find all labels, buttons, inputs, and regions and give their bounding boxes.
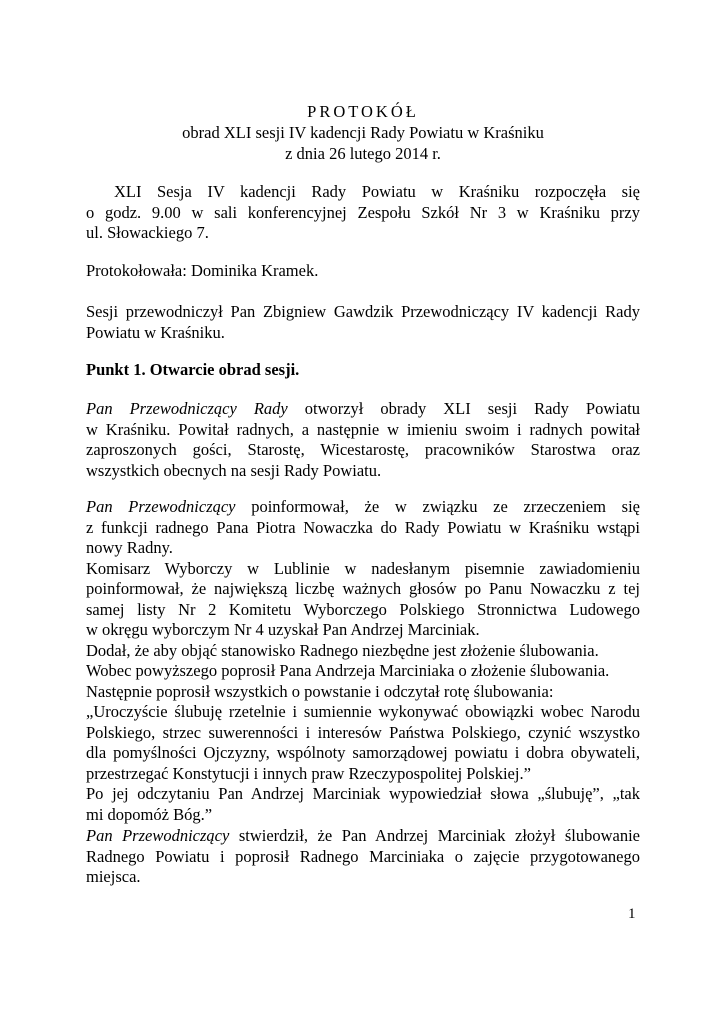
text-line: Komisarz Wyborczy w Lublinie w nadesłanym pisemnie zawiadomieniu <box>86 558 640 578</box>
opening-paragraph <box>86 399 640 481</box>
text-line: dla pomyślności Ojczyzny, wspólnoty samorządowej powiatu i dobra obywateli, <box>86 743 640 762</box>
text-line: w okręgu wyborczym Nr 4 uzyskał Pan Andrzej Marciniak. <box>86 620 480 639</box>
text-line: Radnego Powiatu i poprosił Radnego Marciniaka o zajęcie przygotowanego <box>86 846 640 866</box>
document-title: PROTOKÓŁ <box>307 102 419 121</box>
text-line: XLI Sesja IV kadencji Rady Powiatu w Kraśniku rozpoczęła się <box>114 182 640 201</box>
text-line: wszystkich obecnych na sesji Rady Powiatu. <box>86 460 382 480</box>
text-line: poinformował, że największą liczbę ważnych głosów po Panu Nowaczku z tej <box>86 579 640 598</box>
text-line: Wobec powyższego poprosił Pana Andrzeja Marciniaka o złożenie ślubowania. <box>86 661 610 680</box>
oath-paragraph <box>86 497 640 825</box>
intro-paragraph <box>86 182 640 244</box>
italic-lead: Pan Przewodniczący <box>86 826 230 845</box>
text-line: Powiatu w Kraśniku. <box>86 322 225 342</box>
recorder-line <box>86 261 640 282</box>
text-line: Pan Przewodniczący stwierdził, że Pan Andrzej Marciniak złożył ślubowanie <box>86 826 641 845</box>
section-heading <box>86 360 640 381</box>
italic-lead: Pan Przewodniczący Rady <box>86 399 288 418</box>
text-line: Protokołowała: Dominika Kramek. <box>86 261 319 280</box>
text-line: w Kraśniku. Powitał radnych, a następnie w imieniu swoim i radnych powitał <box>86 419 640 439</box>
text-line: zaproszonych gości, Starostę, Wicestarostę, pracowników Starostwa oraz <box>86 440 640 459</box>
text-line: przestrzegać Konstytucji i innych praw Rzeczypospolitej Polskiej.” <box>86 763 531 783</box>
text-line: samej listy Nr 2 Komitetu Wyborczego Polskiego Stronnictwa Ludowego <box>86 599 640 619</box>
text-line: „Uroczyście ślubuję rzetelnie i sumiennie wykonywać obowiązki wobec Narodu <box>86 702 640 721</box>
text-line: Pan Przewodniczący poinformował, że w związku ze zrzeczeniem się <box>86 497 640 516</box>
chair-paragraph <box>86 302 640 343</box>
italic-lead: Pan Przewodniczący <box>86 497 236 516</box>
text-line: o godz. 9.00 w sali konferencyjnej Zespołu Szkół Nr 3 w Kraśniku przy <box>86 202 640 222</box>
page-number: 1 <box>628 906 636 922</box>
document-subtitle: obrad XLI sesji IV kadencji Rady Powiatu w Kraśniku <box>182 123 544 142</box>
text-line: Po jej odczytaniu Pan Andrzej Marciniak wypowiedział słowa „ślubuję”, „tak <box>86 784 640 803</box>
text-line: Sesji przewodniczył Pan Zbigniew Gawdzik Przewodniczący IV kadencji Rady <box>86 302 640 321</box>
text-line: Pan Przewodniczący Rady otworzył obrady XLI sesji Rady Powiatu <box>86 399 640 418</box>
text-line: Dodał, że aby objąć stanowisko Radnego niezbędne jest złożenie ślubowania. <box>86 640 599 660</box>
closing-paragraph <box>86 826 640 888</box>
text-line: Polskiego, strzec suwerenności i interesów Państwa Polskiego, czynić wszystko <box>86 722 640 742</box>
text-line: mi dopomóż Bóg.” <box>86 804 213 824</box>
text-line: z funkcji radnego Pana Piotra Nowaczka do Rady Powiatu w Kraśniku wstąpi <box>86 517 640 537</box>
document-date: z dnia 26 lutego 2014 r. <box>285 144 441 163</box>
text-line: miejsca. <box>86 867 141 886</box>
text-line: ul. Słowackiego 7. <box>86 223 209 242</box>
text-line: nowy Radny. <box>86 538 173 557</box>
text-line: Następnie poprosił wszystkich o powstanie i odczytał rotę ślubowania: <box>86 681 554 701</box>
section-heading-text: Punkt 1. Otwarcie obrad sesji. <box>86 360 300 379</box>
